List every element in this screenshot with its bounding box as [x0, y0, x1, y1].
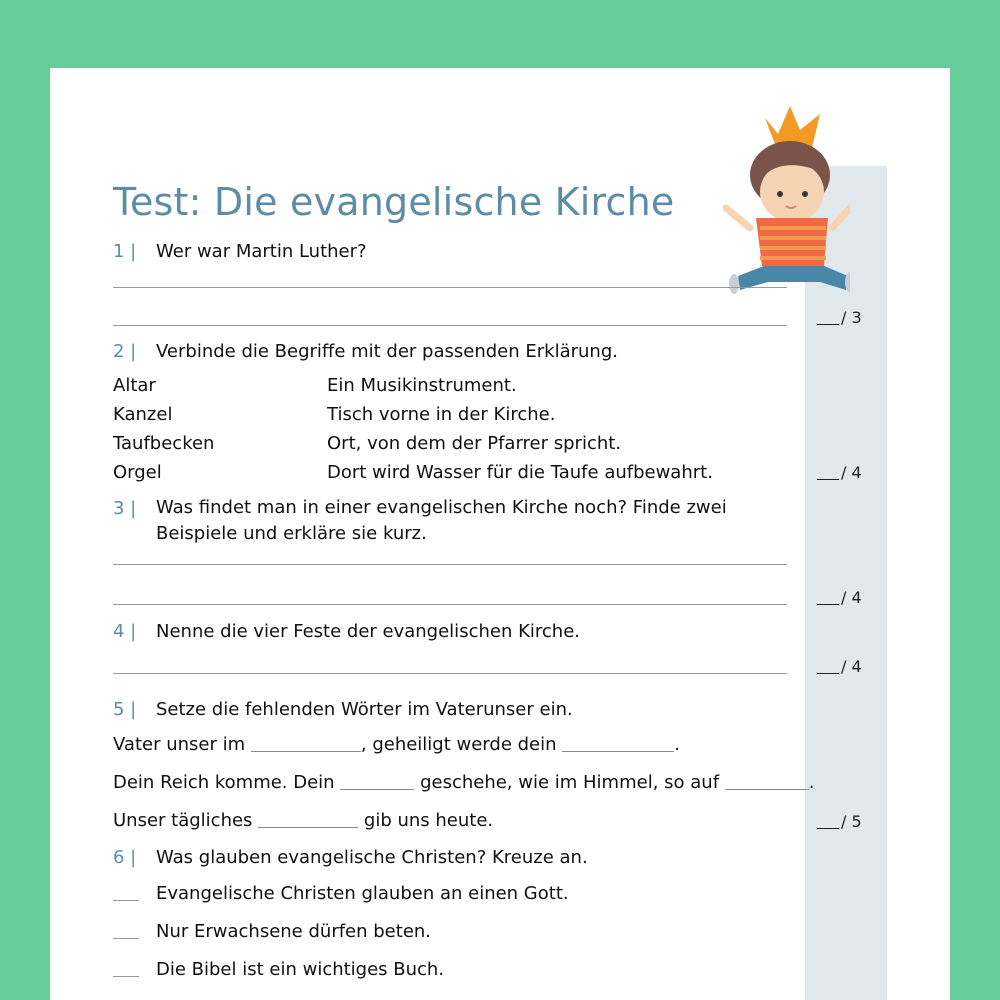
- statement-3: Die Bibel ist ein wichtiges Buch.: [113, 959, 444, 980]
- answer-line[interactable]: [113, 325, 787, 326]
- fill-blank[interactable]: [725, 773, 809, 790]
- question-number: 4 |: [113, 621, 137, 642]
- statement-4-cut-off: [113, 993, 713, 1000]
- question-1: [113, 241, 367, 262]
- question-text: Wer war Martin Luther?: [156, 241, 367, 262]
- term-altar[interactable]: Altar: [113, 375, 156, 396]
- question-number: 6 |: [113, 847, 137, 868]
- score-blank[interactable]: [817, 479, 839, 480]
- question-4: [113, 621, 580, 642]
- answer-line[interactable]: [113, 564, 787, 565]
- question-2: [113, 341, 618, 362]
- statement-2: Nur Erwachsene dürfen beten.: [113, 921, 431, 942]
- definition[interactable]: Dort wird Wasser für die Taufe aufbewahrt.: [327, 462, 713, 483]
- fill-in-line-1: Vater unser im , geheiligt werde dein .: [113, 734, 680, 755]
- fill-blank[interactable]: [251, 735, 361, 752]
- term-taufbecken[interactable]: Taufbecken: [113, 433, 215, 454]
- question-number: 2 |: [113, 341, 137, 362]
- fill-in-line-3: Unser tägliches gib uns heute.: [113, 810, 494, 831]
- fill-blank[interactable]: [562, 735, 674, 752]
- question-text: Was findet man in einer evangelischen Kirche noch? Finde zwei Beispiele und erkläre sie kurz.: [156, 497, 727, 544]
- score-blank[interactable]: [817, 673, 839, 674]
- question-number: 5 |: [113, 699, 137, 720]
- definition[interactable]: Tisch vorne in der Kirche.: [327, 404, 556, 425]
- score-q1[interactable]: / 3: [817, 308, 862, 327]
- page-title: Test: Die evangelische Kirche: [113, 180, 675, 224]
- question-text: Verbinde die Begriffe mit der passenden Erklärung.: [156, 341, 618, 362]
- checkbox-blank[interactable]: [113, 924, 139, 939]
- score-q5[interactable]: / 5: [817, 812, 862, 831]
- score-blank[interactable]: [817, 604, 839, 605]
- question-5: [113, 699, 573, 720]
- definition[interactable]: Ein Musikinstrument.: [327, 375, 517, 396]
- checkbox-blank[interactable]: [113, 886, 139, 901]
- score-q2[interactable]: / 4: [817, 463, 862, 482]
- fill-blank[interactable]: [258, 811, 358, 828]
- question-6: [113, 847, 588, 868]
- score-blank[interactable]: [817, 324, 839, 325]
- boy-with-crown-illustration: [720, 100, 850, 310]
- definition[interactable]: Ort, von dem der Pfarrer spricht.: [327, 433, 622, 454]
- answer-line[interactable]: [113, 287, 787, 288]
- worksheet-page: [50, 68, 950, 1000]
- question-text: Setze die fehlenden Wörter im Vaterunser ein.: [156, 699, 573, 720]
- question-number: 1 |: [113, 241, 137, 262]
- question-text: Nenne die vier Feste der evangelischen Kirche.: [156, 621, 580, 642]
- question-3: [113, 498, 793, 547]
- term-orgel[interactable]: Orgel: [113, 462, 162, 483]
- checkbox-blank[interactable]: [113, 962, 139, 977]
- answer-line[interactable]: [113, 604, 787, 605]
- term-kanzel[interactable]: Kanzel: [113, 404, 173, 425]
- fill-in-line-2: Dein Reich komme. Dein geschehe, wie im Himmel, so auf .: [113, 772, 815, 793]
- score-blank[interactable]: [817, 828, 839, 829]
- answer-line[interactable]: [113, 673, 787, 674]
- score-q3[interactable]: / 4: [817, 588, 862, 607]
- question-number: 3 |: [113, 498, 137, 519]
- statement-1: Evangelische Christen glauben an einen Gott.: [113, 883, 569, 904]
- score-q4[interactable]: / 4: [817, 657, 862, 676]
- fill-blank[interactable]: [340, 773, 414, 790]
- question-text: Was glauben evangelische Christen? Kreuze an.: [156, 847, 588, 868]
